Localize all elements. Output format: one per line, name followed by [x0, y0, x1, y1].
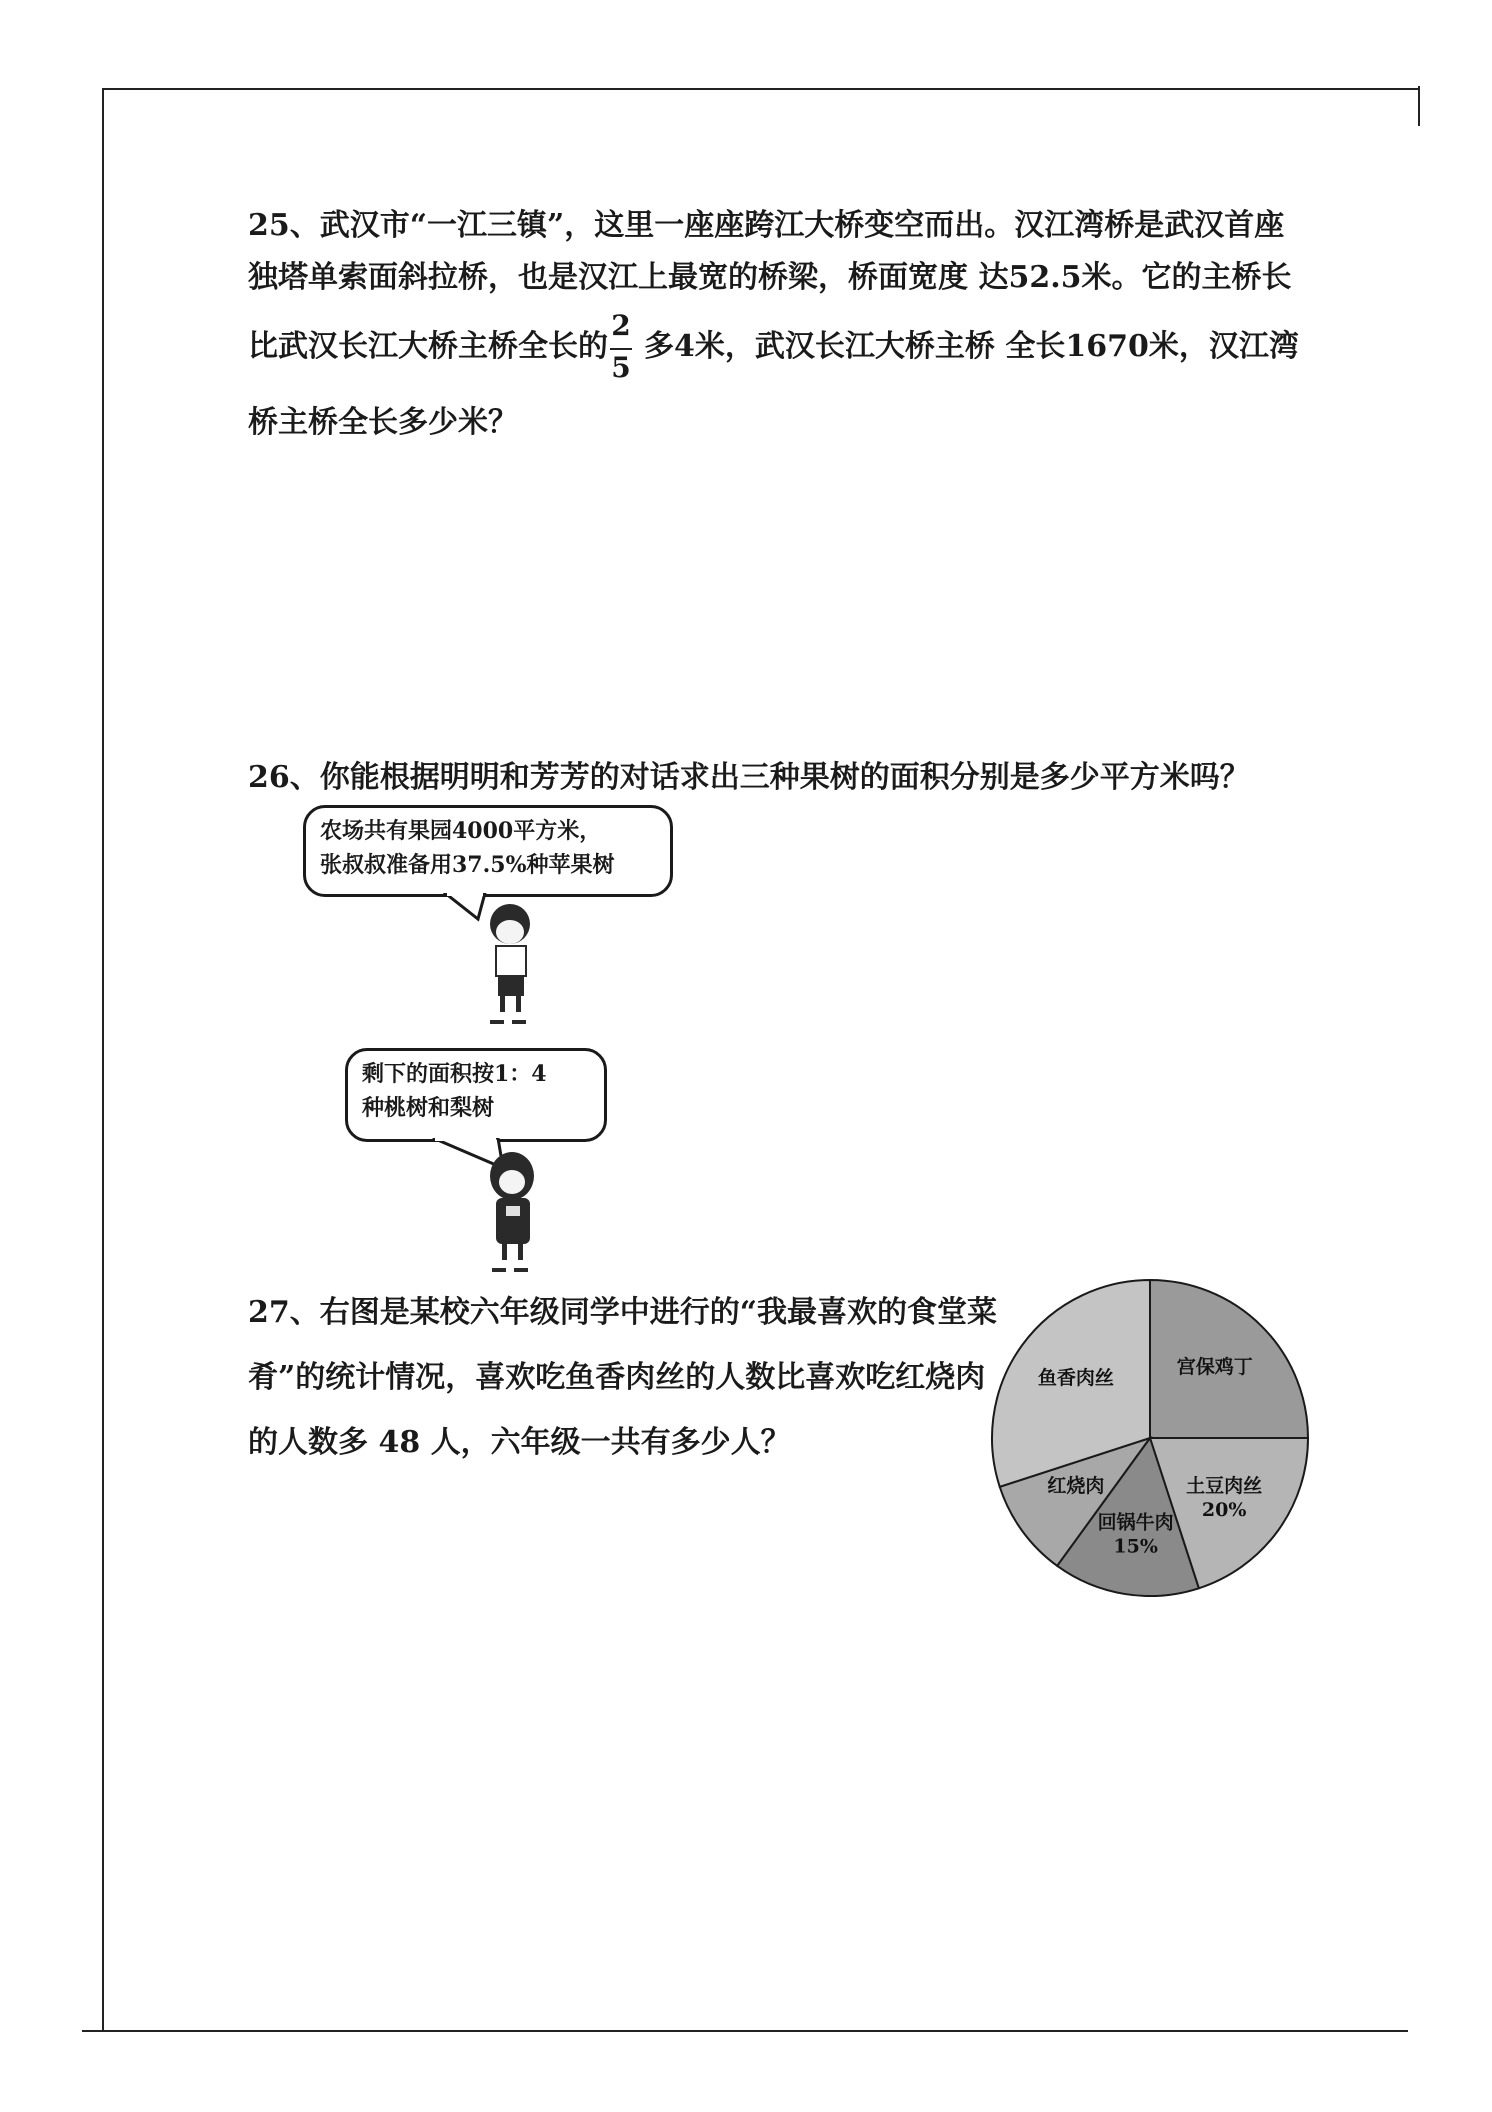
fraction-bar	[610, 348, 632, 350]
pie-label-4: 红烧肉	[1047, 1474, 1105, 1497]
pie-percent-label-3: 15%	[1113, 1535, 1158, 1558]
q27-line-2: 肴”的统计情况，喜欢吃鱼香肉丝的人数比喜欢吃红烧肉	[248, 1360, 986, 1395]
pie-label-3: 回锅牛肉	[1097, 1511, 1174, 1534]
girl-figure-icon	[480, 1148, 550, 1278]
frame-right	[1418, 86, 1420, 126]
speech-bubble-mingming	[303, 805, 673, 897]
frame-bottom	[82, 2030, 1408, 2032]
bubble1-line-1: 农场共有果园4000平方米，	[320, 818, 602, 844]
q25-line-3a: 比武汉长江大桥主桥全长的	[248, 329, 608, 364]
q26-question: 26、你能根据明明和芳芳的对话求出三种果树的面积分别是多少平方米吗？	[248, 760, 1250, 795]
q25-line-3b: 多4米，武汉长江大桥主桥 全长1670米，汉江湾	[644, 329, 1299, 364]
pie-chart	[980, 1270, 1320, 1610]
pie-percent-label-2: 20%	[1201, 1498, 1247, 1521]
pie-label-1: 宫保鸡丁	[1176, 1356, 1253, 1379]
fraction-denominator: 5	[611, 351, 631, 384]
bubble1-line-2: 张叔叔准备用37.5%种苹果树	[320, 852, 615, 878]
q25-line-2: 独塔单索面斜拉桥，也是汉江上最宽的桥梁，桥面宽度 达52.5米。它的主桥长	[248, 260, 1292, 295]
boy-figure-icon	[478, 900, 548, 1030]
frame-left	[102, 88, 104, 2031]
pie-label-2: 土豆肉丝	[1186, 1474, 1263, 1497]
q25-line-4: 桥主桥全长多少米？	[248, 405, 518, 440]
pie-label-5: 鱼香肉丝	[1037, 1367, 1114, 1390]
fraction-numerator: 2	[611, 309, 631, 342]
q25-line-1: 25、武汉市“一江三镇”，这里一座座跨江大桥变空而出。汉江湾桥是武汉首座	[248, 208, 1285, 243]
q27-line-3: 的人数多 48 人，六年级一共有多少人？	[248, 1425, 791, 1460]
q27-line-1: 27、右图是某校六年级同学中进行的“我最喜欢的食堂菜	[248, 1295, 998, 1330]
frame-top	[102, 88, 1420, 90]
bubble2-line-1: 剩下的面积按1：4	[362, 1061, 547, 1087]
bubble2-line-2: 种桃树和梨树	[362, 1095, 495, 1121]
speech-bubble-fangfang	[345, 1048, 607, 1142]
